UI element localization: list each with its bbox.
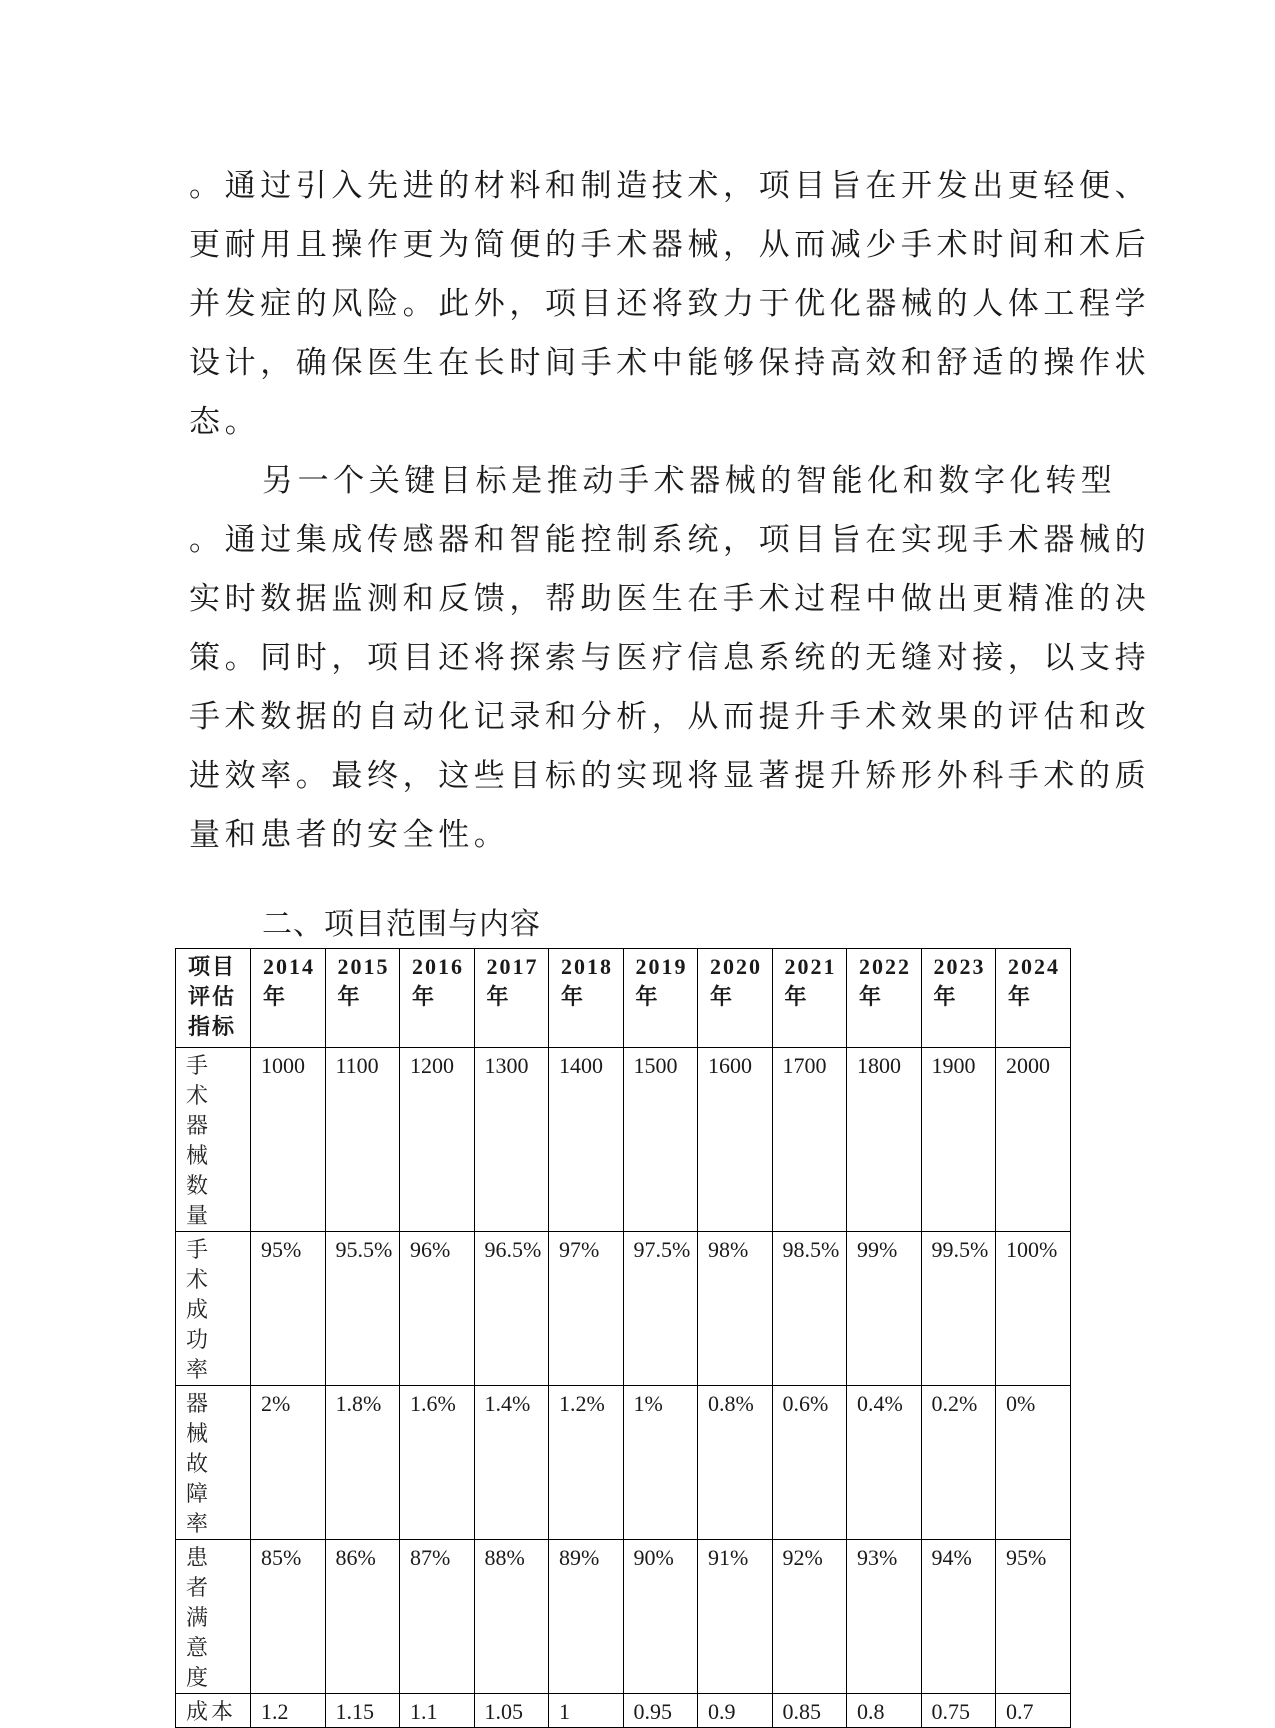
table-cell: 0.8% xyxy=(698,1386,773,1540)
table-cell: 97.5% xyxy=(623,1232,698,1386)
table-row xyxy=(176,1232,1071,1386)
table-cell: 1700 xyxy=(772,1048,847,1232)
table-cell: 99.5% xyxy=(921,1232,996,1386)
table-cell: 1% xyxy=(623,1386,698,1540)
paragraph-line: 更耐用且操作更为简便的手术器械，从而减少手术时间和术后 xyxy=(189,227,1151,263)
table-cell: 1.2 xyxy=(251,1694,326,1728)
table-cell: 0.95 xyxy=(623,1694,698,1728)
table-cell: 92% xyxy=(772,1540,847,1694)
paragraph-line: 态。 xyxy=(189,404,261,440)
table-cell: 0.75 xyxy=(921,1694,996,1728)
table-cell: 0% xyxy=(996,1386,1071,1540)
paragraph-line: 并发症的风险。此外，项目还将致力于优化器械的人体工程学 xyxy=(189,286,1151,322)
table-header-row xyxy=(176,949,1071,1048)
table-cell: 1.8% xyxy=(325,1386,400,1540)
table-cell: 1300 xyxy=(474,1048,549,1232)
table-header-cell: 2024年 xyxy=(996,949,1071,1048)
table-header-cell: 2016年 xyxy=(400,949,475,1048)
table-cell: 1900 xyxy=(921,1048,996,1232)
table-cell: 2% xyxy=(251,1386,326,1540)
table-header-cell: 2021年 xyxy=(772,949,847,1048)
row-label-cell: 手术器械数量 xyxy=(176,1048,251,1232)
row-label-cell: 患者满意度 xyxy=(176,1540,251,1694)
table-cell: 0.2% xyxy=(921,1386,996,1540)
table-header-cell: 2018年 xyxy=(549,949,624,1048)
table-header-cell: 2014年 xyxy=(251,949,326,1048)
paragraph-line: 另一个关键目标是推动手术器械的智能化和数字化转型 xyxy=(262,463,1117,499)
table-cell: 96% xyxy=(400,1232,475,1386)
paragraph-line: 设计，确保医生在长时间手术中能够保持高效和舒适的操作状 xyxy=(189,345,1151,381)
paragraph-line: 手术数据的自动化记录和分析，从而提升手术效果的评估和改 xyxy=(189,699,1151,735)
table-cell: 0.8 xyxy=(847,1694,922,1728)
table-cell: 1.15 xyxy=(325,1694,400,1728)
table-cell: 93% xyxy=(847,1540,922,1694)
table-cell: 1.2% xyxy=(549,1386,624,1540)
paragraph-line: 量和患者的安全性。 xyxy=(189,817,510,853)
table-header-cell: 项目评估指标 xyxy=(176,949,251,1048)
table-cell: 1400 xyxy=(549,1048,624,1232)
evaluation-table xyxy=(175,948,1071,1728)
paragraph-line: 。通过集成传感器和智能控制系统，项目旨在实现手术器械的 xyxy=(189,522,1151,558)
table-cell: 89% xyxy=(549,1540,624,1694)
paragraph-line: 策。同时，项目还将探索与医疗信息系统的无缝对接，以支持 xyxy=(189,640,1151,676)
table-header-cell: 2015年 xyxy=(325,949,400,1048)
row-label-cell: 手术成功率 xyxy=(176,1232,251,1386)
row-label-cell: 器械故障率 xyxy=(176,1386,251,1540)
table-cell: 1800 xyxy=(847,1048,922,1232)
paragraph-line: 。通过引入先进的材料和制造技术，项目旨在开发出更轻便、 xyxy=(189,168,1151,204)
table-cell: 95.5% xyxy=(325,1232,400,1386)
table-cell: 1.05 xyxy=(474,1694,549,1728)
table-cell: 95% xyxy=(996,1540,1071,1694)
table-cell: 95% xyxy=(251,1232,326,1386)
table-cell: 91% xyxy=(698,1540,773,1694)
table-cell: 0.85 xyxy=(772,1694,847,1728)
table-cell: 1.1 xyxy=(400,1694,475,1728)
table-row xyxy=(176,1540,1071,1694)
table-cell: 1.6% xyxy=(400,1386,475,1540)
row-label-cell: 成本 xyxy=(176,1694,251,1728)
table-cell: 1100 xyxy=(325,1048,400,1232)
table-cell: 2000 xyxy=(996,1048,1071,1232)
table-cell: 88% xyxy=(474,1540,549,1694)
table-cell: 97% xyxy=(549,1232,624,1386)
table-cell: 0.9 xyxy=(698,1694,773,1728)
table-cell: 87% xyxy=(400,1540,475,1694)
table-header-cell: 2022年 xyxy=(847,949,922,1048)
table-row xyxy=(176,1048,1071,1232)
table-cell: 86% xyxy=(325,1540,400,1694)
table-cell: 1 xyxy=(549,1694,624,1728)
table-cell: 99% xyxy=(847,1232,922,1386)
table-cell: 0.4% xyxy=(847,1386,922,1540)
table-cell: 100% xyxy=(996,1232,1071,1386)
paragraph-line: 实时数据监测和反馈，帮助医生在手术过程中做出更精准的决 xyxy=(189,581,1151,617)
table-cell: 85% xyxy=(251,1540,326,1694)
table-cell: 1200 xyxy=(400,1048,475,1232)
table-header-cell: 2017年 xyxy=(474,949,549,1048)
table-header-cell: 2020年 xyxy=(698,949,773,1048)
table-cell: 96.5% xyxy=(474,1232,549,1386)
table-cell: 98.5% xyxy=(772,1232,847,1386)
table-cell: 1600 xyxy=(698,1048,773,1232)
table-header-cell: 2023年 xyxy=(921,949,996,1048)
table-cell: 1000 xyxy=(251,1048,326,1232)
table-cell: 98% xyxy=(698,1232,773,1386)
table-cell: 0.7 xyxy=(996,1694,1071,1728)
table-row xyxy=(176,1694,1071,1728)
table-cell: 0.6% xyxy=(772,1386,847,1540)
section-heading: 二、项目范围与内容 xyxy=(262,907,541,942)
table-row xyxy=(176,1386,1071,1540)
table-cell: 1500 xyxy=(623,1048,698,1232)
table-header-cell: 2019年 xyxy=(623,949,698,1048)
paragraph-line: 进效率。最终，这些目标的实现将显著提升矫形外科手术的质 xyxy=(189,758,1151,794)
table-cell: 94% xyxy=(921,1540,996,1694)
table-cell: 1.4% xyxy=(474,1386,549,1540)
table-cell: 90% xyxy=(623,1540,698,1694)
